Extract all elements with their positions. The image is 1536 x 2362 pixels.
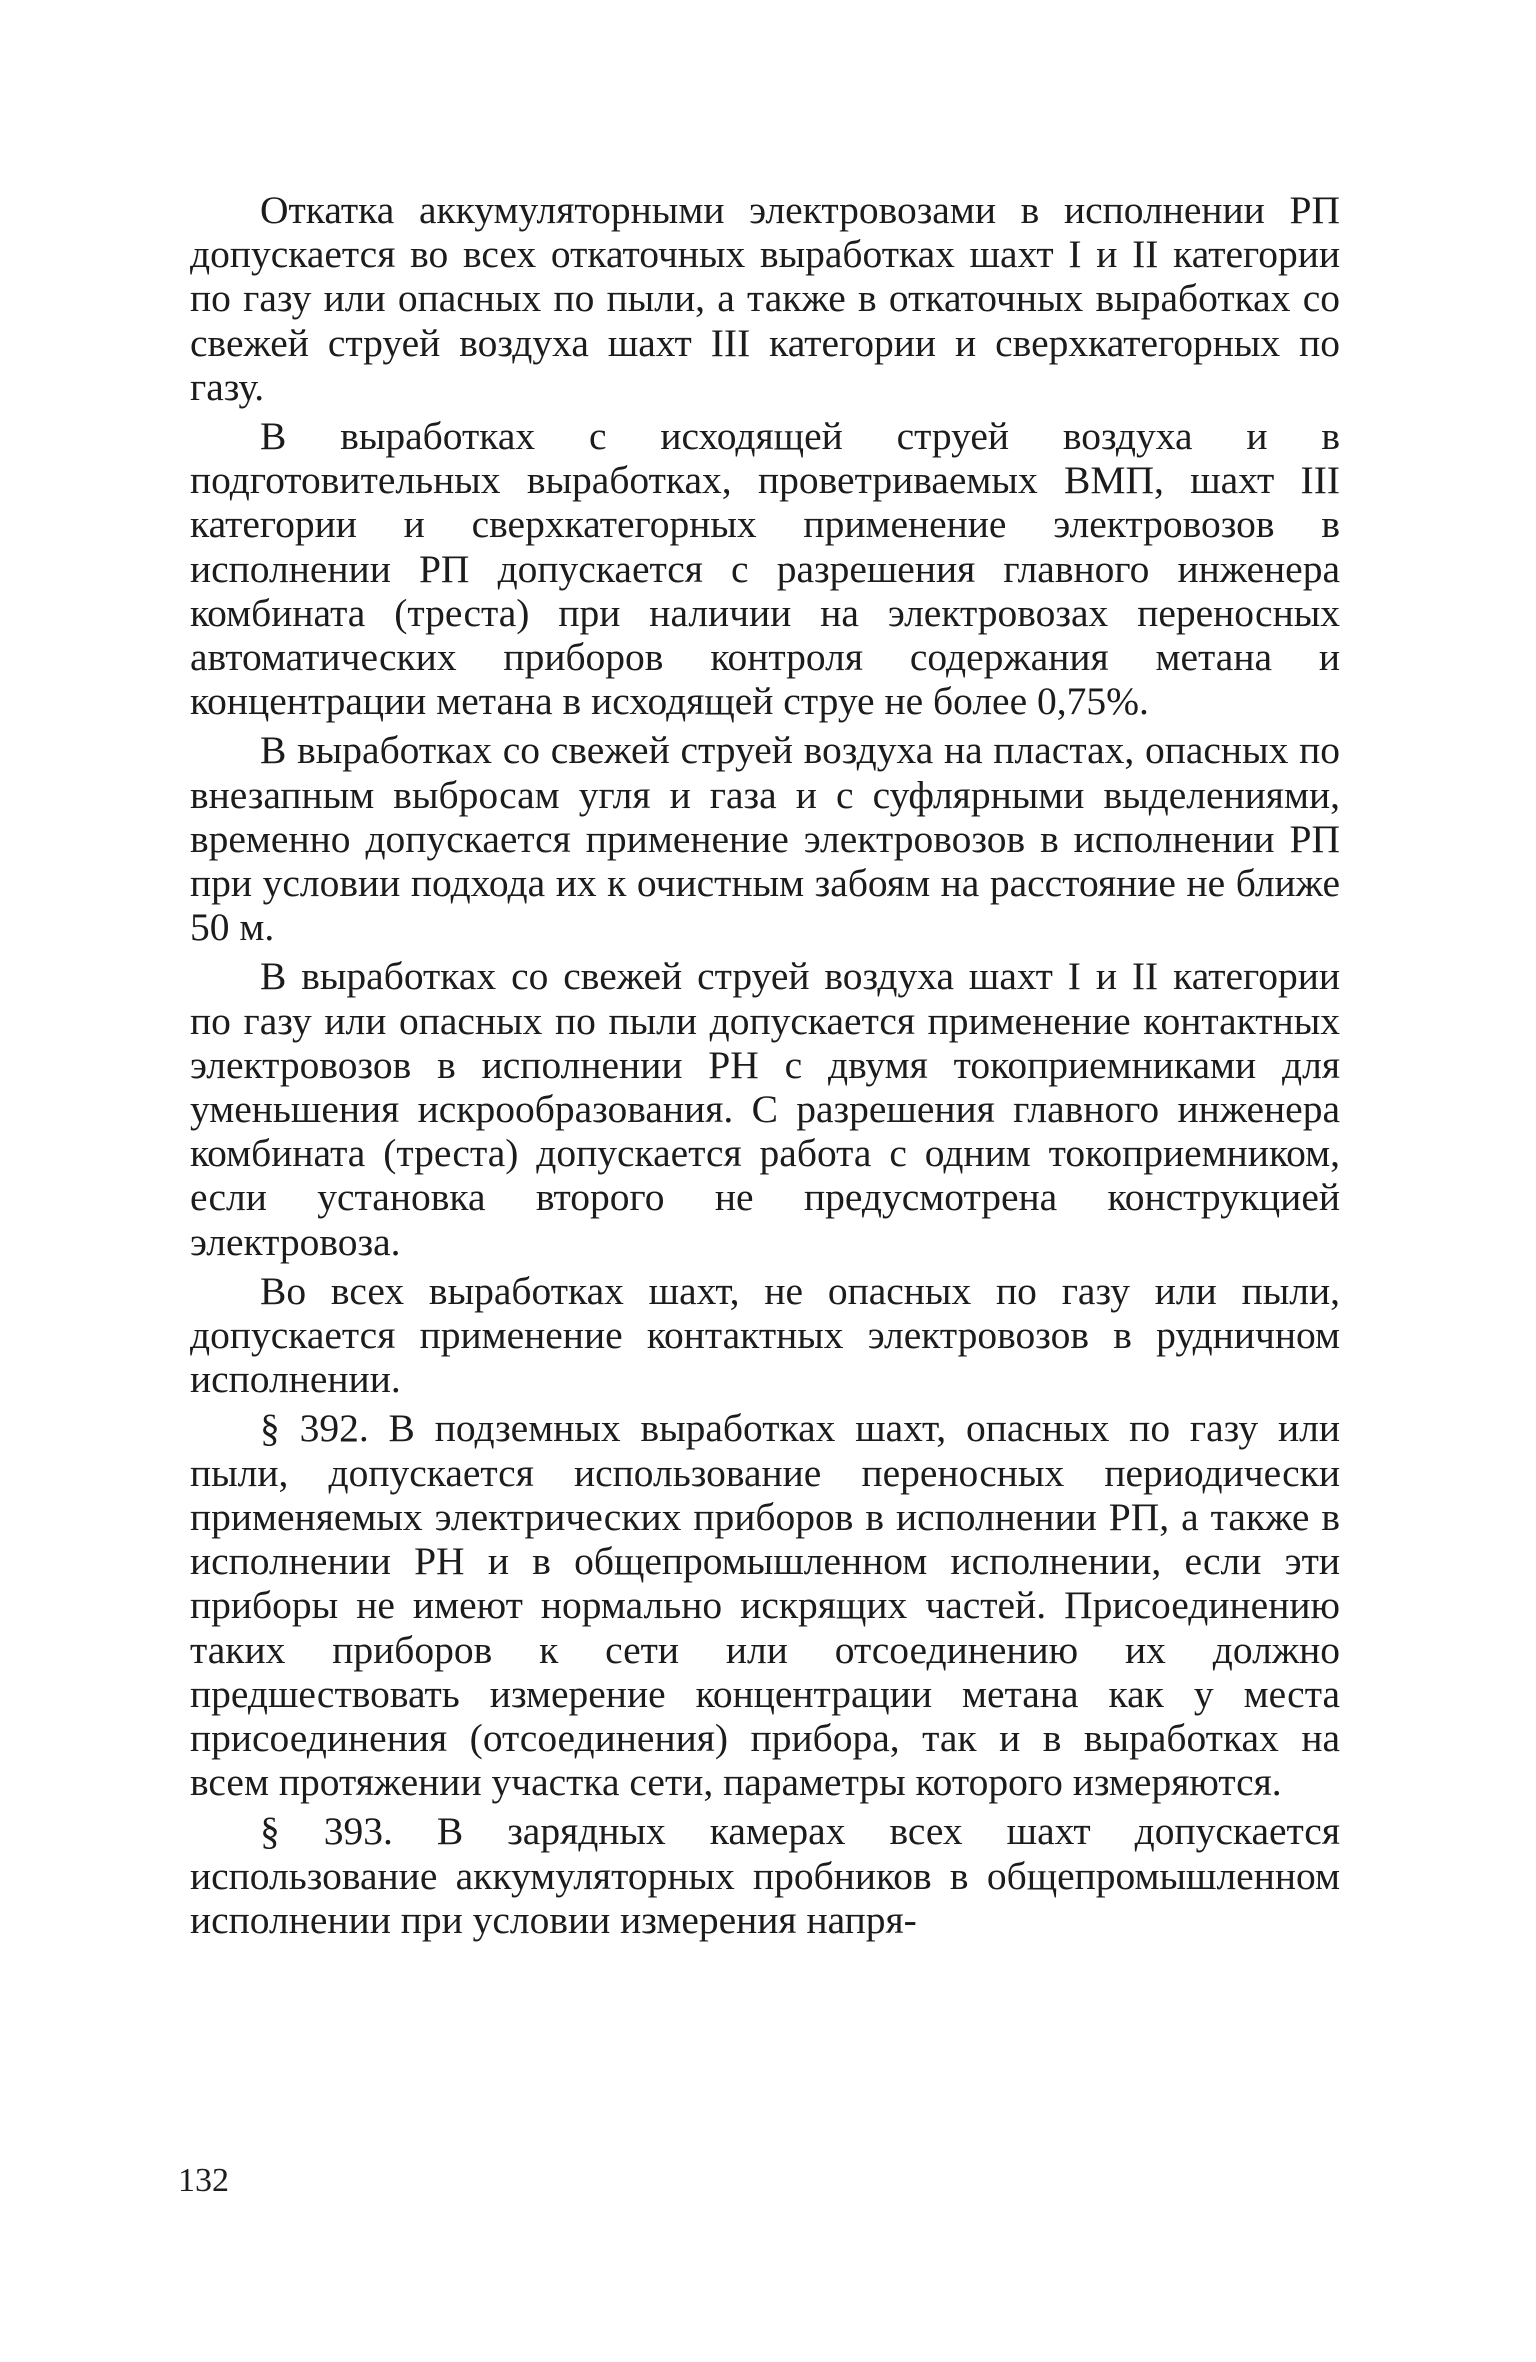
section-392: § 392. В подземных выработках шахт, опасных по газу или пыли, допускается использование переносных периодически применяемых электрических приборов в исполнении РП, а также в исполнении РН и в общепромышленном исполнении, если эти приборы не имеют нормально искрящих частей. Присоединению таких приборов к сети или отсоединению их должно предшествовать измерение концентрации метана как у места присоединения (отсоединения) прибора, так и в выработках на всем протяжении участка сети, параметры которого измеряются. — [190, 1406, 1340, 1805]
paragraph-1: Откатка аккумуляторными электровозами в исполнении РП допускается во всех откаточных выработках шахт I и II категории по газу или опасных по пыли, а также в откаточных выработках со свежей струей воздуха шахт III категории и сверхкатегорных по газу. — [190, 188, 1340, 409]
page-number: 132 — [178, 2162, 229, 2199]
body-text — [190, 188, 1340, 1947]
paragraph-5: Во всех выработках шахт, не опасных по газу или пыли, допускается применение контактных электровозов в рудничном исполнении. — [190, 1268, 1340, 1402]
paragraph-4: В выработках со свежей струей воздуха шахт I и II категории по газу или опасных по пыли допускается применение контактных электровозов в исполнении РН с двумя токоприемниками для уменьшения искрообразования. С разрешения главного инженера комбината (треста) допускается работа с одним токоприемником, если установка второго не предусмотрена конструкцией электровоза. — [190, 954, 1340, 1264]
section-393: § 393. В зарядных камерах всех шахт допускается использование аккумуляторных пробников в общепромышленном исполнении при условии измерения напря- — [190, 1809, 1340, 1942]
paragraph-3: В выработках со свежей струей воздуха на пластах, опасных по внезапным выбросам угля и газа и с суфлярными выделениями, временно допускается применение электровозов в исполнении РП при условии подхода их к очистным забоям на расстояние не ближе 50 м. — [190, 728, 1340, 950]
paragraph-2: В выработках с исходящей струей воздуха и в подготовительных выработках, проветриваемых ВМП, шахт III категории и сверхкатегорных применение электровозов в исполнении РП допускается с разрешения главного инженера комбината (треста) при наличии на электровозах переносных автоматических приборов контроля содержания метана и концентрации метана в исходящей струе не более 0,75%. — [190, 414, 1340, 724]
